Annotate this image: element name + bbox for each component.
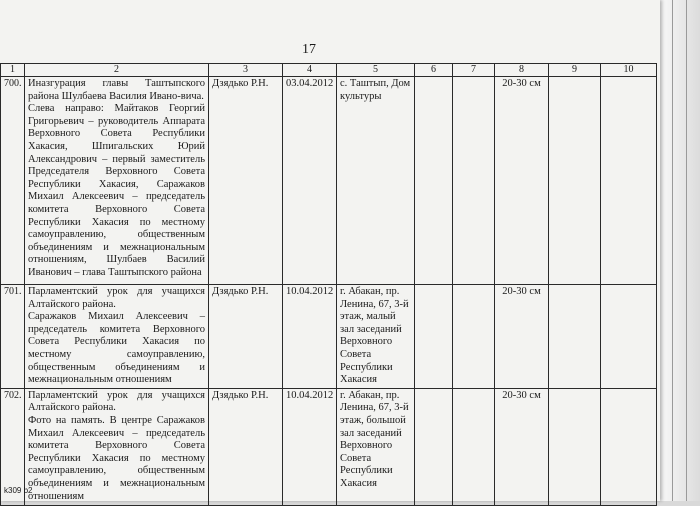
column-header: 8 [495,64,549,77]
column-header: 1 [1,64,25,77]
column-number-header-row [1,64,657,77]
row-place: г. Абакан, пр. Ленина, 67, 3-й этаж, большой зал заседаний Верховного Совета Республики Хакасия [337,388,415,505]
page-number: 17 [302,42,316,57]
row-place: г. Абакан, пр. Ленина, 67, 3-й этаж, малый зал заседаний Верховного Совета Республики Хакасия [337,285,415,389]
page-edge [672,0,673,501]
empty-cell [415,77,453,285]
empty-cell [453,77,495,285]
photo-register-table [0,63,657,506]
column-header: 4 [283,64,337,77]
empty-cell [601,388,657,505]
description-title: Парламентский урок для учащихся Алтайского района. [28,286,205,310]
row-description [25,77,209,285]
empty-cell [601,285,657,389]
empty-cell [453,285,495,389]
row-author: Дзядько Р.Н. [209,285,283,389]
page-edge [686,0,687,501]
row-size: 20-30 см [495,285,549,389]
empty-cell [601,77,657,285]
column-header: 10 [601,64,657,77]
column-header: 9 [549,64,601,77]
row-size: 20-30 см [495,77,549,285]
empty-cell [415,388,453,505]
empty-cell [549,285,601,389]
footer-code: k309 b2 [4,486,33,495]
table-row [1,77,657,285]
row-date: 03.04.2012 [283,77,337,285]
column-header: 2 [25,64,209,77]
description-caption: Саражаков Михаил Алексеевич – председатель комитета Верховного Совета Республики Хакасия по местному самоуправлению, общественным объединениям и межнациональным отношениям [28,311,205,386]
table-row [1,285,657,389]
column-header: 7 [453,64,495,77]
row-date: 10.04.2012 [283,285,337,389]
empty-cell [549,388,601,505]
row-description [25,388,209,505]
description-caption: Слева направо: Майтаков Георгий Григорьевич – руководитель Аппарата Верховного Совета Республики Хакасия, Шпигальских Юрий Александрович – первый заместитель Председателя Верховного Совета Республики Хакасия, Саражаков Михаил Алексеевич – председатель комитета Верховного Совета Республики Хакасия по местному самоуправлению, общественным объединениям и межнациональным отношениям, Шулбаев Василий Иванович – глава Таштыпского района [28,103,205,278]
description-title: Парламентский урок для учащихся Алтайского района. [28,389,205,414]
row-description [25,285,209,389]
row-place: с. Таштып, Дом культуры [337,77,415,285]
empty-cell [549,77,601,285]
description-title: Иназгурация главы Таштыпского района Шулбаева Василия Ивано-вича. [28,78,205,102]
empty-cell [415,285,453,389]
column-header: 3 [209,64,283,77]
column-header: 5 [337,64,415,77]
row-number: 701. [1,285,25,389]
row-author: Дзядько Р.Н. [209,388,283,505]
row-date: 10.04.2012 [283,388,337,505]
description-caption: Фото на память. В центре Саражаков Михаил Алексеевич – председатель комитета Верховного Совета Республики Хакасия по местному самоуправлению, общественным объединениям и межнациональным отношениям [28,414,205,502]
empty-cell [453,388,495,505]
column-header: 6 [415,64,453,77]
row-size: 20-30 см [495,388,549,505]
row-author: Дзядько Р.Н. [209,77,283,285]
row-number: 702. [1,388,25,505]
table-row [1,388,657,505]
row-number: 700. [1,77,25,285]
